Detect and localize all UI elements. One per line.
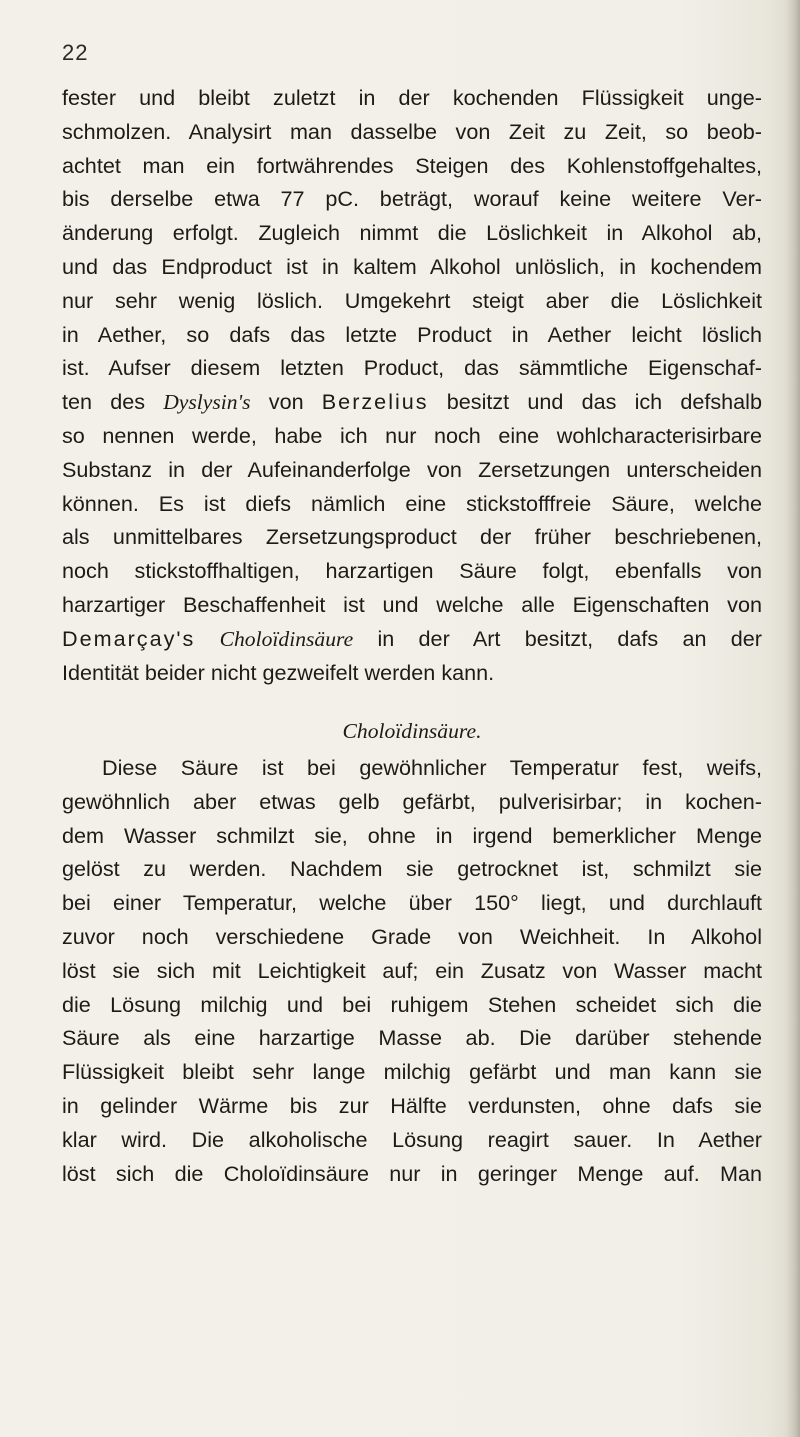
text-line: in Aether, so dafs das letzte Product in Aether leicht löslich	[62, 321, 762, 347]
text-line: die Lösung milchig und bei ruhigem Stehen scheidet sich die	[62, 991, 762, 1017]
page-edge-shadow	[786, 0, 800, 1437]
text-segment: von	[250, 389, 322, 415]
text-segment: besitzt und das ich defshalb	[428, 389, 762, 415]
paragraph-1	[62, 81, 762, 689]
text-line: zuvor noch verschiedene Grade von Weichheit. In Alkohol	[62, 923, 762, 949]
compound-name-dyslysin: Dyslysin's	[163, 390, 251, 415]
text-line: in gelinder Wärme bis zur Hälfte verdunsten, ohne dafs sie	[62, 1092, 762, 1118]
text-line: als unmittelbares Zersetzungsproduct der früher beschriebenen,	[62, 524, 762, 550]
author-name-berzelius: Berzelius	[321, 389, 429, 415]
text-line: harzartiger Beschaffenheit ist und welche alle Eigenschaften von	[62, 591, 762, 617]
text-line: gelöst zu werden. Nachdem sie getrocknet ist, schmilzt sie	[62, 856, 762, 882]
text-line: ist. Aufser diesem letzten Product, das sämmtliche Eigenschaf-	[62, 355, 762, 381]
author-name-demarcay: Demarçay's	[62, 625, 196, 651]
text-line: fester und bleibt zuletzt in der kochenden Flüssigkeit unge-	[62, 85, 762, 110]
text-line: Säure als eine harzartige Masse ab. Die darüber stehende	[62, 1025, 762, 1051]
text-segment	[195, 626, 219, 651]
text-line: so nennen werde, habe ich nur noch eine wohlcharacterisirbare	[62, 422, 762, 448]
text-line: gewöhnlich aber etwas gelb gefärbt, pulverisirbar; in kochen-	[62, 788, 762, 814]
text-line: Identität beider nicht gezweifelt werden kann.	[62, 659, 495, 685]
text-segment: in der Art besitzt, dafs an der	[353, 625, 762, 651]
text-line: noch stickstoffhaltigen, harzartigen Säure folgt, ebenfalls von	[62, 558, 762, 584]
text-line: achtet man ein fortwährendes Steigen des Kohlenstoffgehaltes,	[62, 152, 762, 178]
text-line: Flüssigkeit bleibt sehr lange milchig gefärbt und man kann sie	[62, 1059, 762, 1085]
text-line: bis derselbe etwa 77 pC. beträgt, worauf keine weitere Ver-	[62, 186, 762, 212]
page-number: 22	[62, 40, 89, 65]
paragraph-2	[62, 751, 762, 1190]
text-line: Substanz in der Aufeinanderfolge von Zersetzungen unterscheiden	[62, 456, 762, 482]
text-line: löst sie sich mit Leichtigkeit auf; ein Zusatz von Wasser macht	[62, 957, 762, 983]
text-line: Diese Säure ist bei gewöhnlicher Temperatur fest, weifs,	[102, 755, 762, 780]
text-line-demarcay	[62, 622, 762, 656]
text-line: änderung erfolgt. Zugleich nimmt die Löslichkeit in Alkohol ab,	[62, 220, 762, 246]
text-line: und das Endproduct ist in kaltem Alkohol unlöslich, in kochendem	[62, 253, 762, 279]
text-line: klar wird. Die alkoholische Lösung reagirt sauer. In Aether	[62, 1126, 762, 1152]
text-line: bei einer Temperatur, welche über 150° liegt, und durchlauft	[62, 890, 762, 916]
compound-name-choloidinsaure: Choloïdinsäure	[219, 626, 354, 651]
text-segment: ten des	[62, 389, 164, 415]
text-line: können. Es ist diefs nämlich eine stickstofffreie Säure, welche	[62, 490, 762, 516]
section-heading: Choloïdinsäure.	[342, 719, 482, 743]
text-line-dyslysin	[62, 385, 762, 419]
text-line: löst sich die Choloïdinsäure nur in geringer Menge auf. Man	[62, 1160, 762, 1186]
text-line: schmolzen. Analysirt man dasselbe von Zeit zu Zeit, so beob-	[62, 118, 762, 144]
text-line: nur sehr wenig löslich. Umgekehrt steigt aber die Löslichkeit	[62, 287, 762, 313]
text-line: dem Wasser schmilzt sie, ohne in irgend bemerklicher Menge	[62, 822, 762, 848]
